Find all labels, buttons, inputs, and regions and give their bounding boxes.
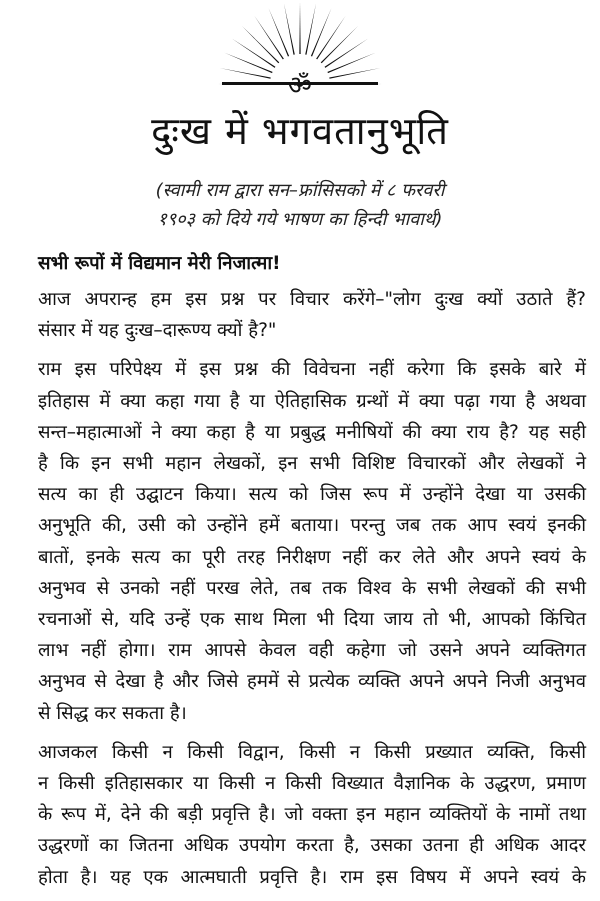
text-line: होता है। यह एक आत्मघाती प्रवृत्ति है। राम इस विषय में अपने स्वयं के	[38, 866, 586, 888]
text-line: आज अपरान्ह हम इस प्रश्न पर विचार करेंगे–"लोग दुःख क्यों उठाते हैं?	[38, 289, 586, 310]
text-line: से सिद्ध कर सकता है।	[38, 702, 187, 724]
subtitle-line: (स्वामी राम द्वारा सन–फ्रांसिसको में ८ फरवरी	[155, 180, 445, 201]
paragraph	[38, 354, 586, 728]
sun-ray	[327, 53, 375, 74]
text-line: के रूप में, देने की बड़ी प्रवृत्ति है। जो वक्ता इन महान व्यक्तियों के नामों तथा	[38, 804, 586, 826]
subtitle	[0, 176, 600, 234]
text-line: अनुभव से उनको नहीं परख लेते, तब तक विश्व के सभी लेखकों की सभी	[38, 577, 586, 599]
section-heading: सभी रूपों में विद्यमान मेरी निजात्मा!	[38, 253, 281, 274]
text-line: राम इस परिपेक्ष्य में इस प्रश्न की विवेचना नहीं करेगा कि इसके बारे में	[38, 359, 586, 381]
text-line: रचनाओं से, यदि उन्हें एक साथ मिला भी दिया जाय तो भी, आपको किंचित	[38, 609, 586, 631]
text-line: लाभ नहीं होगा। राम आपसे केवल वही कहेगा जो उसने अपने व्यक्तिगत	[38, 640, 586, 662]
text-line: इतिहास में क्या कहा गया है या ऐतिहासिक ग्रन्थों में क्या पढ़ा गया है अथवा	[38, 390, 586, 412]
rising-sun-om-icon	[0, 0, 600, 104]
text-line: बातों, इनके सत्य का पूरी तरह निरीक्षण नहीं कर लेते और अपने स्वयं के	[38, 546, 586, 568]
text-line: अनुभूति की, उसी को उन्होंने हमें बताया। परन्तु जब तक आप स्वयं इनकी	[38, 515, 586, 537]
text-line: संसार में यह दुःख–दारूण्य क्यों है?"	[38, 320, 277, 342]
subtitle-line: १९०३ को दिये गये भाषण का हिन्दी भावार्थ)	[157, 209, 443, 230]
document-body	[38, 248, 586, 901]
text-line: अनुभव से देखा है और जिसे हममें से प्रत्येक व्यक्ति अपने अपने निजी अनुभव	[38, 671, 586, 693]
sun-ray	[299, 2, 300, 54]
text-line: सत्य का ही उद्घाटन किया। सत्य को जिस रूप में उन्होंने देखा या उसकी	[38, 484, 586, 506]
sun-ray	[311, 8, 332, 56]
text-line: सन्त–महात्माओं ने क्या कहा है या प्रबुद्ध मनीषियों की क्या राय है? यह सही	[38, 421, 586, 443]
sun-ray	[224, 53, 272, 74]
text-line: है कि इन सभी महान लेखकों, इन सभी विशिष्ट विचारकों और लेखकों ने	[38, 453, 586, 475]
text-line: उद्धरणों का जितना अधिक उपयोग करता है, उसका उतना ही अधिक आदर	[38, 835, 586, 857]
paragraph	[38, 737, 586, 893]
text-line: आजकल किसी न किसी विद्वान, किसी न किसी प्रख्यात व्यक्ति, किसी	[38, 741, 586, 763]
sun-ray	[284, 4, 295, 55]
sun-ray	[220, 68, 271, 79]
sun-ray	[269, 8, 290, 56]
om-symbol: ॐ	[288, 71, 312, 101]
sun-ray	[329, 68, 380, 79]
text-line: न किसी इतिहासकार या किसी न किसी विख्यात वैज्ञानिक के उद्धरण, प्रमाण	[38, 773, 586, 795]
sun-ray	[305, 4, 316, 55]
page-title: दुःख में भगवतानुभूति	[151, 109, 449, 153]
paragraph	[38, 284, 586, 346]
